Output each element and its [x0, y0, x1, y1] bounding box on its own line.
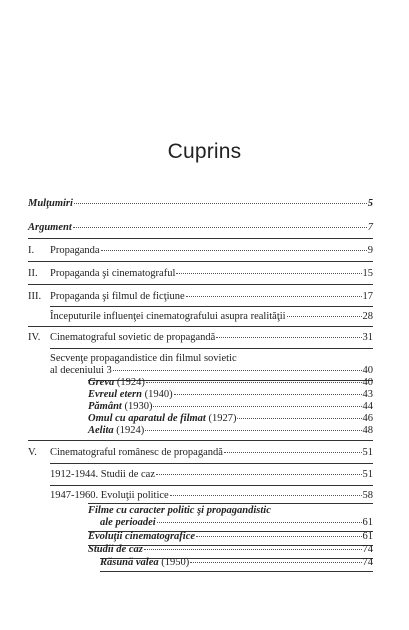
toc-year: (1927): [208, 413, 237, 424]
toc-entry-pamant[interactable]: [88, 401, 373, 413]
toc-page: 51: [362, 469, 373, 480]
toc-number: I.: [28, 245, 35, 256]
toc-entry-studii-1912[interactable]: [50, 469, 373, 481]
toc-entry-filme-line1: Filme cu caracter politic şi propagandistic: [88, 505, 271, 516]
toc-entry-sovietic[interactable]: [28, 332, 373, 344]
toc-label: Greva: [88, 377, 115, 388]
divider: [28, 440, 373, 441]
toc-label: Propaganda: [50, 245, 100, 256]
toc-label: Pământ: [88, 401, 122, 412]
dot-leader: [156, 474, 362, 475]
toc-page: 28: [362, 311, 373, 322]
toc-entry-argument[interactable]: [28, 222, 373, 234]
toc-page: 15: [362, 268, 373, 279]
dot-leader: [224, 452, 362, 453]
toc-entry-rasuna[interactable]: [100, 557, 373, 569]
toc-page: 51: [362, 447, 373, 458]
toc-page: 5: [367, 198, 373, 209]
toc-page: 40: [362, 377, 373, 388]
toc-page: 61: [362, 531, 373, 542]
toc-page: 58: [362, 490, 373, 501]
divider: [50, 463, 373, 464]
toc-entry-romanesc[interactable]: [28, 447, 373, 459]
toc-page: 7: [367, 222, 373, 233]
toc-label: Propaganda şi cinematograful: [50, 268, 176, 279]
toc-label: 1912-1944. Studii de caz: [50, 469, 155, 480]
toc-entry-greva[interactable]: [88, 377, 373, 389]
toc-entry-propaganda-fictiune[interactable]: [28, 291, 373, 303]
dot-leader: [157, 522, 362, 523]
toc-year: (1930): [124, 401, 153, 412]
divider: [88, 503, 373, 504]
divider: [100, 571, 373, 572]
divider: [50, 485, 373, 486]
toc-page: 17: [362, 291, 373, 302]
dot-leader: [153, 406, 361, 407]
toc-page: 48: [362, 425, 373, 436]
toc-entry-propaganda-cinema[interactable]: [28, 268, 373, 280]
toc-page: 74: [362, 544, 373, 555]
toc-page: 44: [362, 401, 373, 412]
toc-number: II.: [28, 268, 38, 279]
divider: [28, 326, 373, 327]
divider: [28, 238, 373, 239]
toc-entry-secvente[interactable]: [50, 365, 373, 377]
dot-leader: [73, 227, 367, 228]
toc-entry-propaganda[interactable]: [28, 245, 373, 257]
toc-label: Cinematograful sovietic de propagandă: [50, 332, 216, 343]
dot-leader: [190, 562, 361, 563]
toc-label: Evoluţii cinematografice: [88, 531, 196, 542]
toc-label: Cinematograful românesc de propagandă: [50, 447, 223, 458]
toc-entry-secvente-line1: Secvenţe propagandistice din filmul sovietic: [50, 353, 237, 364]
toc-number: V.: [28, 447, 37, 458]
toc-page: 74: [362, 557, 373, 568]
toc-label: Începuturile influenţei cinematografului asupra realităţii: [50, 311, 286, 322]
toc-entry-evolutii-cine[interactable]: [88, 531, 373, 543]
toc-year: (1924): [116, 377, 145, 388]
toc-year: (1940): [144, 389, 173, 400]
toc-page: 9: [367, 245, 373, 256]
toc-label: Omul cu aparatul de filmat: [88, 413, 206, 424]
dot-leader: [186, 296, 362, 297]
toc-number: III.: [28, 291, 42, 302]
dot-leader: [170, 495, 362, 496]
toc-page: 40: [362, 365, 373, 376]
divider: [50, 306, 373, 307]
dot-leader: [237, 418, 361, 419]
toc-entry-omul[interactable]: [88, 413, 373, 425]
toc-label: ale perioadei: [100, 517, 156, 528]
dot-leader: [144, 549, 362, 550]
dot-leader: [113, 370, 362, 371]
toc-label: Evreul etern: [88, 389, 142, 400]
toc-entry-inceputurile[interactable]: [50, 311, 373, 323]
toc-entry-evolutii-1947[interactable]: [50, 490, 373, 502]
divider: [28, 284, 373, 285]
toc-page: 43: [362, 389, 373, 400]
toc-year: (1924): [116, 425, 145, 436]
dot-leader: [101, 250, 367, 251]
toc-label: Răsună valea: [100, 557, 159, 568]
toc-label: Propaganda şi filmul de ficţiune: [50, 291, 185, 302]
toc-entry-studii-caz[interactable]: [88, 544, 373, 556]
toc-number: IV.: [28, 332, 41, 343]
toc-page: 31: [362, 332, 373, 343]
dot-leader: [174, 394, 362, 395]
toc-page: 61: [362, 517, 373, 528]
toc-entry-filme[interactable]: [100, 517, 373, 529]
toc-entry-multumiri[interactable]: [28, 198, 373, 210]
dot-leader: [146, 382, 362, 383]
dot-leader: [287, 316, 362, 317]
toc-label: Aelita: [88, 425, 114, 436]
divider: [50, 348, 373, 349]
dot-leader: [196, 536, 361, 537]
toc-label: Studii de caz: [88, 544, 143, 555]
toc-page: 46: [362, 413, 373, 424]
dot-leader: [216, 337, 361, 338]
toc-entry-aelita[interactable]: [88, 425, 373, 437]
toc-label: Mulţumiri: [28, 198, 73, 209]
toc-year: (1950): [161, 557, 190, 568]
divider: [28, 261, 373, 262]
dot-leader: [145, 430, 361, 431]
toc-entry-evreul[interactable]: [88, 389, 373, 401]
toc-label: al deceniului 3: [50, 365, 112, 376]
toc-label: 1947-1960. Evoluţii politice: [50, 490, 169, 501]
dot-leader: [74, 203, 367, 204]
dot-leader: [176, 273, 361, 274]
page-title: Cuprins: [167, 140, 242, 163]
toc-label: Argument: [28, 222, 72, 233]
